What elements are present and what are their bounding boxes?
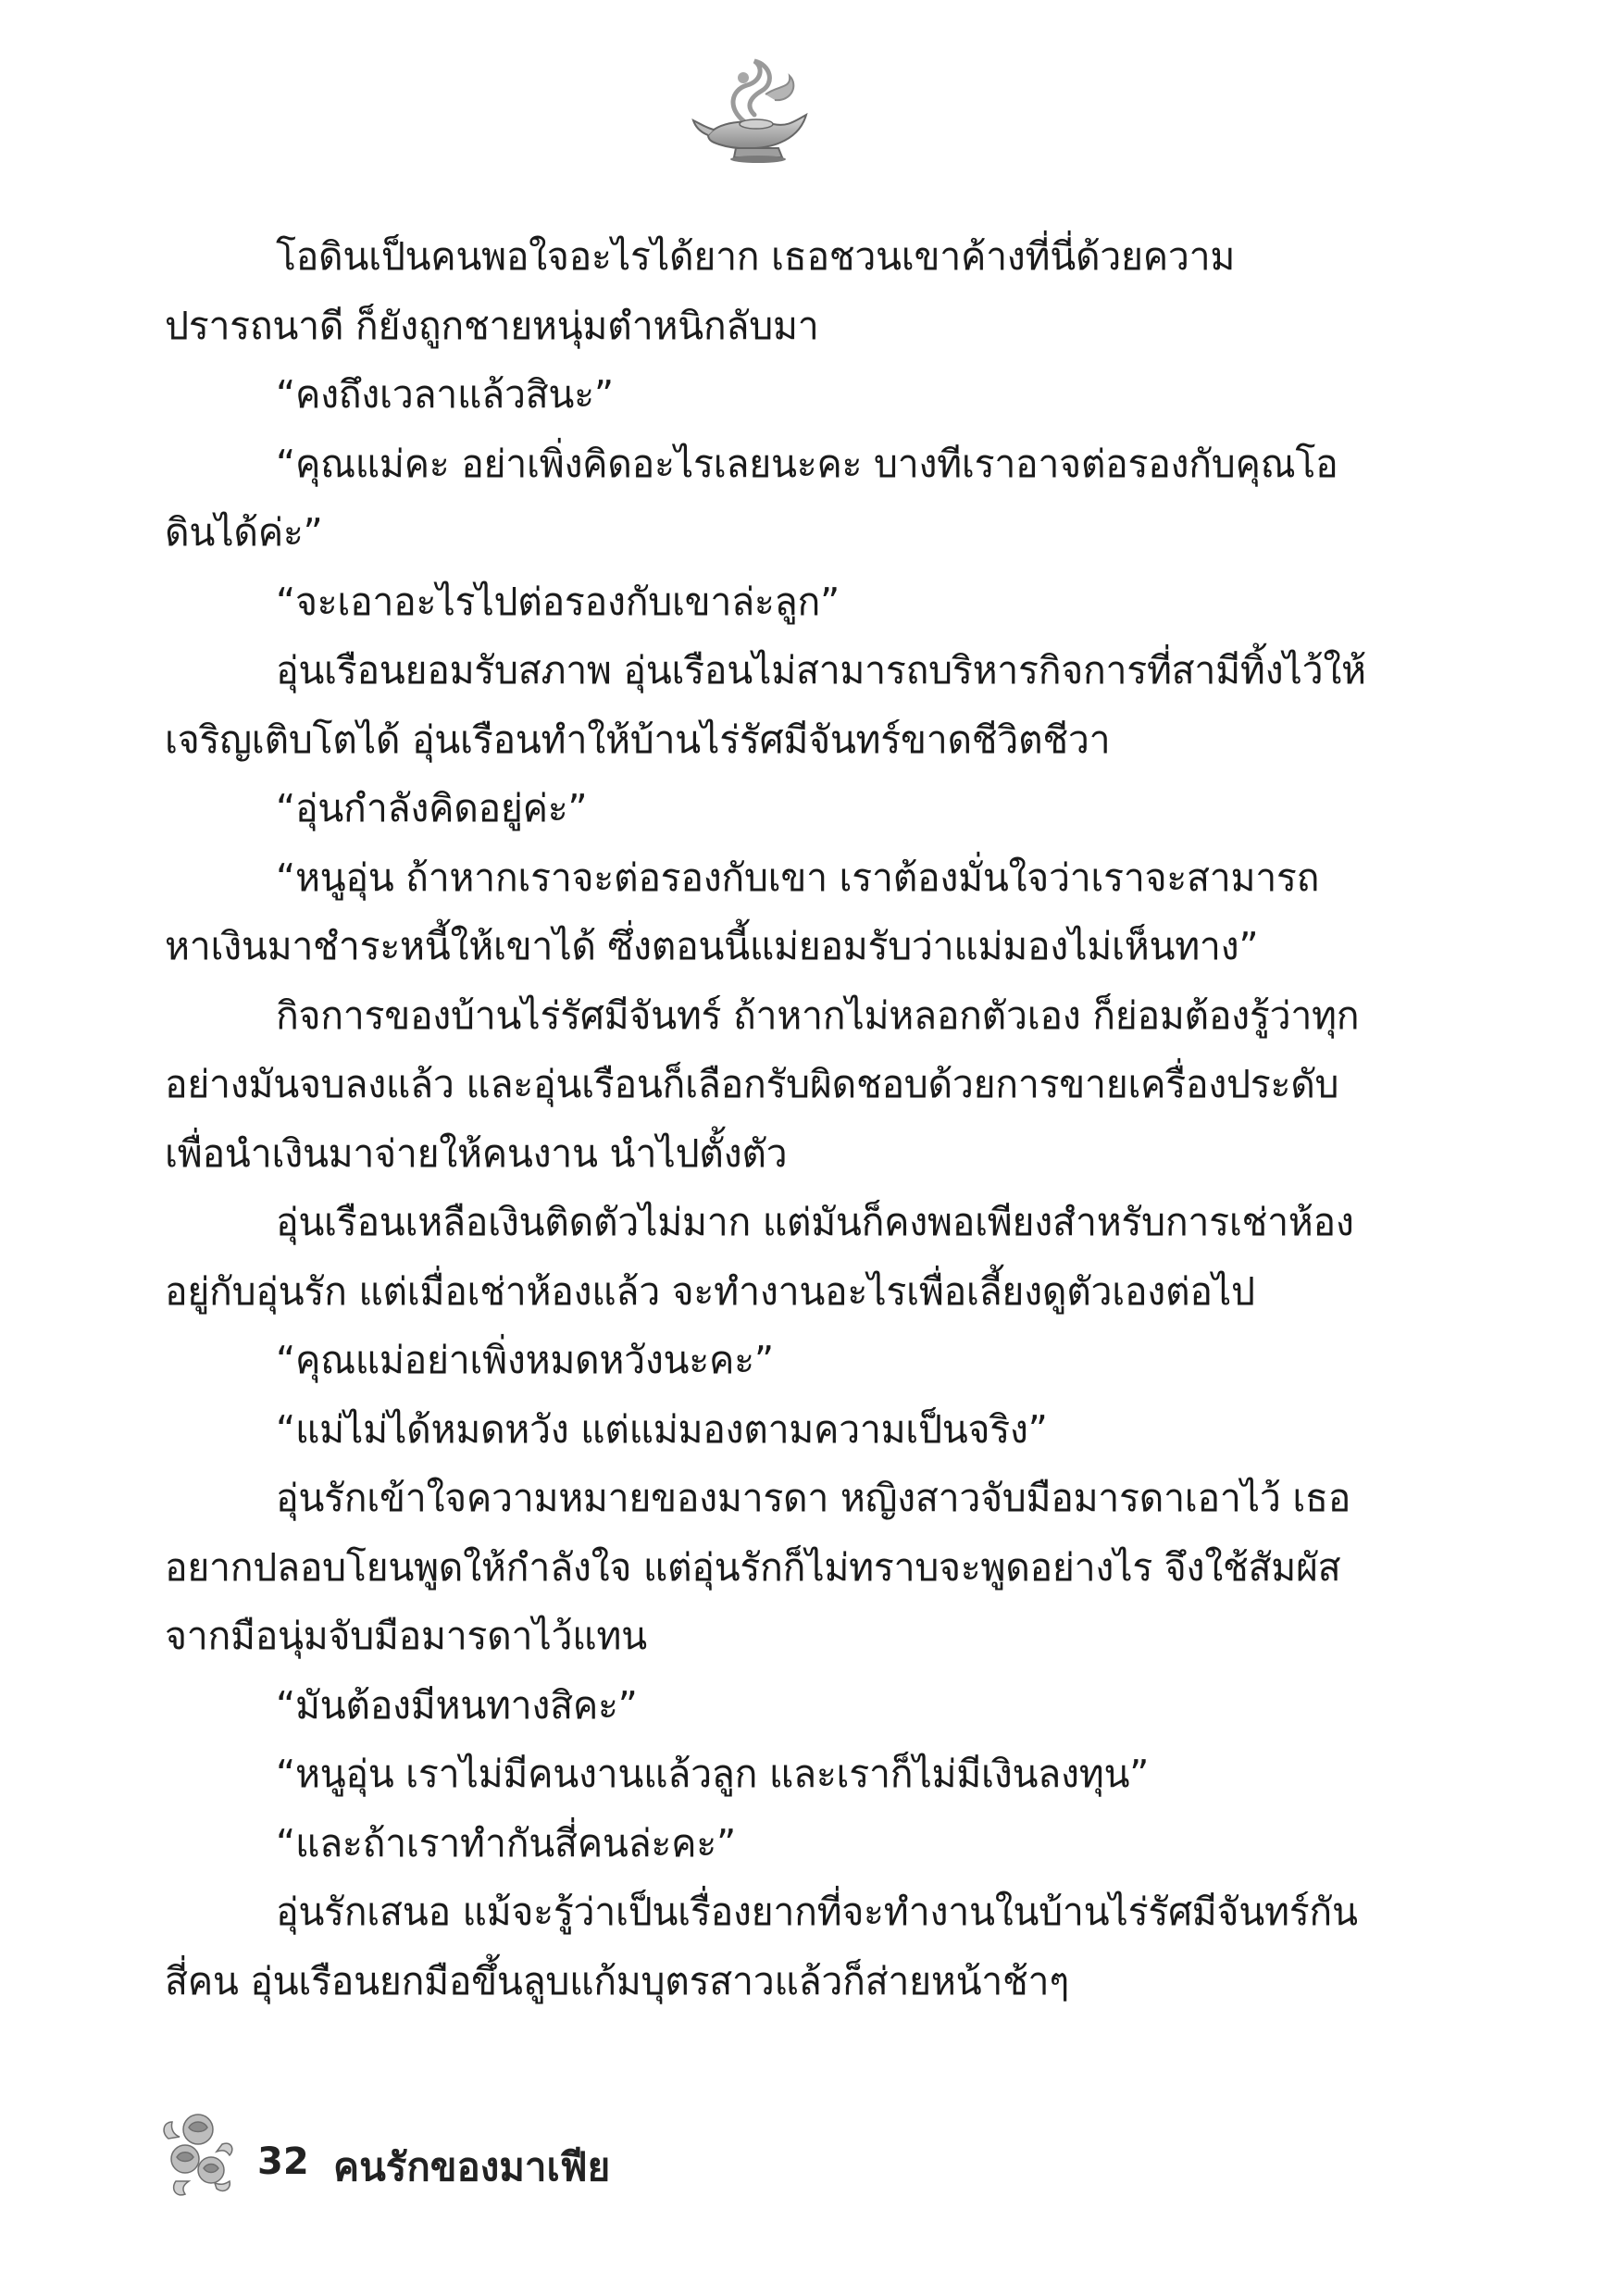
paragraph: “มันต้องมีหนทางสิคะ” (276, 1682, 638, 1728)
paragraph: กิจการของบ้านไร่รัศมีจันทร์ ถ้าหากไม่หลอกตัวเอง ก็ย่อมต้องรู้ว่าทุกอย่างมันจบลงแล้ว และอุ่นเรือนก็เลือกรับผิดชอบด้วยการขายเครื่องประดับเพื่อนำเงินมาจ่ายให้คนงาน นำไปตั้งตัว (165, 992, 1360, 1176)
paragraph: อุ่นเรือนยอมรับสภาพ อุ่นเรือนไม่สามารถบริหารกิจการที่สามีทิ้งไว้ให้เจริญเติบโตได้ อุ่นเรือนทำให้บ้านไร่รัศมีจันทร์ขาดชีวิตชีวา (165, 648, 1366, 762)
paragraph: โอดินเป็นคนพอใจอะไรได้ยาก เธอชวนเขาค้างที่นี่ด้วยความปรารถนาดี ก็ยังถูกชายหนุ่มตำหนิกลับมา (165, 234, 1236, 348)
body-text (165, 222, 1368, 2015)
paragraph: “และถ้าเราทำกันสี่คนล่ะคะ” (276, 1820, 736, 1866)
page-footer (157, 2102, 990, 2203)
book-title: คนรักของมาเฟีย (333, 2144, 611, 2190)
paragraph: “คุณแม่อย่าเพิ่งหมดหวังนะคะ” (276, 1338, 774, 1382)
paragraph: “หนูอุ่น เราไม่มีคนงานแล้วลูก และเราก็ไม่มีเงินลงทุน” (276, 1752, 1150, 1796)
paragraph: อุ่นเรือนเหลือเงินติดตัวไม่มาก แต่มันก็คงพอเพียงสำหรับการเช่าห้องอยู่กับอุ่นรัก แต่เมื่อเช่าห้องแล้ว จะทำงานอะไรเพื่อเลี้ยงดูตัวเองต่อไป (165, 1200, 1354, 1314)
paragraph: อุ่นรักเข้าใจความหมายของมารดา หญิงสาวจับมือมารดาเอาไว้ เธออยากปลอบโยนพูดให้กำลังใจ แต่อุ่นรักก็ไม่ทราบจะพูดอย่างไร จึงใช้สัมผัสจากมือนุ่มจับมือมารดาไว้แทน (165, 1476, 1351, 1658)
paragraph: “คุณแม่คะ อย่าเพิ่งคิดอะไรเลยนะคะ บางทีเราอาจต่อรองกับคุณโอดินได้ค่ะ” (165, 441, 1338, 555)
page-number: 32 (257, 2140, 309, 2183)
paragraph: “แม่ไม่ได้หมดหวัง แต่แม่มองตามความเป็นจริง” (276, 1406, 1048, 1452)
paragraph: “อุ่นกำลังคิดอยู่ค่ะ” (276, 786, 588, 830)
paragraph: “หนูอุ่น ถ้าหากเราจะต่อรองกับเขา เราต้องมั่นใจว่าเราจะสามารถหาเงินมาชำระหนี้ให้เขาได้ ซึ่งตอนนี้แม่ยอมรับว่าแม่มองไม่เห็นทาง” (165, 855, 1320, 968)
magic-lamp-ornament-icon (690, 57, 819, 168)
paragraph: “จะเอาอะไรไปต่อรองกับเขาล่ะลูก” (276, 579, 840, 624)
paragraph: “คงถึงเวลาแล้วสินะ” (276, 372, 614, 417)
paragraph: อุ่นรักเสนอ แม้จะรู้ว่าเป็นเรื่องยากที่จะทำงานในบ้านไร่รัศมีจันทร์กันสี่คน อุ่นเรือนยกมือขึ้นลูบแก้มบุตรสาวแล้วก็ส่ายหน้าช้าๆ (165, 1890, 1358, 2003)
rose-ornament-icon (157, 2102, 241, 2203)
